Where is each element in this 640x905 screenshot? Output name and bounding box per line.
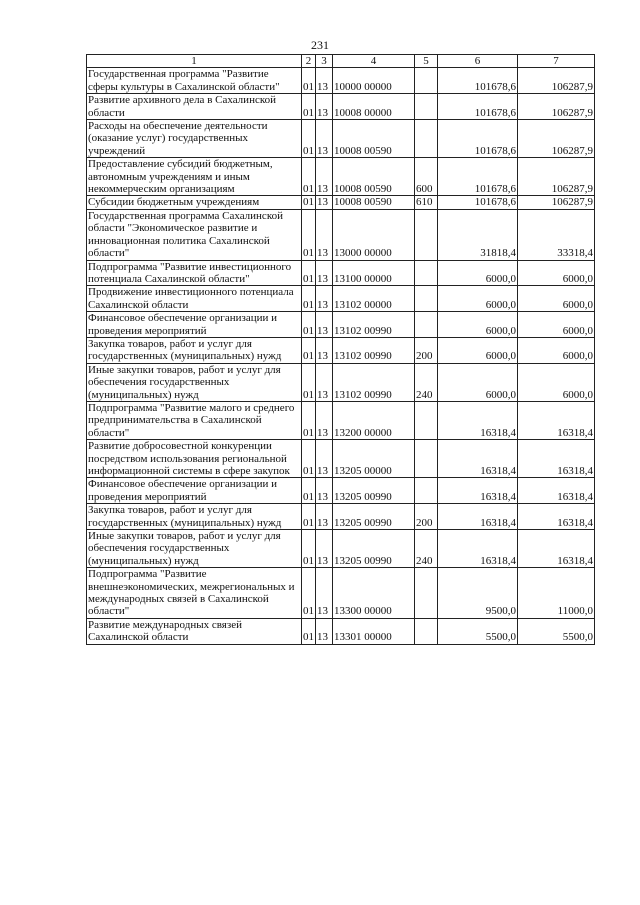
section-code: 01 — [302, 94, 316, 120]
subsection-code: 13 — [316, 618, 333, 644]
subsection-code: 13 — [316, 478, 333, 504]
expense-type-code — [415, 440, 438, 478]
amount-col7: 106287,9 — [518, 120, 595, 158]
subsection-code: 13 — [316, 286, 333, 312]
table-row — [87, 94, 595, 120]
row-name: Подпрограмма "Развитие внешнеэкономических, межрегиональных и международных связей в Сахалинской области" — [87, 568, 302, 619]
amount-col7: 16318,4 — [518, 530, 595, 568]
target-article-code: 13100 00000 — [333, 260, 415, 286]
amount-col6: 101678,6 — [438, 158, 518, 196]
row-name: Закупка товаров, работ и услуг для государственных (муниципальных) нужд — [87, 337, 302, 363]
expense-type-code — [415, 478, 438, 504]
amount-col7: 5500,0 — [518, 618, 595, 644]
expense-type-code — [415, 286, 438, 312]
column-header: 6 — [438, 55, 518, 68]
amount-col6: 101678,6 — [438, 196, 518, 209]
table-row — [87, 68, 595, 94]
expense-type-code — [415, 209, 438, 260]
subsection-code: 13 — [316, 568, 333, 619]
section-code: 01 — [302, 363, 316, 401]
row-name: Расходы на обеспечение деятельности (оказание услуг) государственных учреждений — [87, 120, 302, 158]
table-row — [87, 209, 595, 260]
table-row — [87, 504, 595, 530]
target-article-code: 10008 00590 — [333, 120, 415, 158]
subsection-code: 13 — [316, 363, 333, 401]
row-name: Предоставление субсидий бюджетным, автономным учреждениям и иным некоммерческим организациям — [87, 158, 302, 196]
row-name: Государственная программа Сахалинской области "Экономическое развитие и инновационная политика Сахалинской области" — [87, 209, 302, 260]
row-name: Развитие архивного дела в Сахалинской области — [87, 94, 302, 120]
amount-col7: 6000,0 — [518, 312, 595, 338]
amount-col6: 9500,0 — [438, 568, 518, 619]
subsection-code: 13 — [316, 504, 333, 530]
section-code: 01 — [302, 504, 316, 530]
target-article-code: 13205 00990 — [333, 530, 415, 568]
table-row — [87, 568, 595, 619]
section-code: 01 — [302, 478, 316, 504]
section-code: 01 — [302, 68, 316, 94]
section-code: 01 — [303, 196, 314, 209]
section-code: 01 — [302, 120, 316, 158]
expense-type-code — [415, 618, 438, 644]
expense-type-code: 240 — [415, 363, 438, 401]
section-code: 01 — [302, 337, 316, 363]
row-name: Развитие добросовестной конкуренции посредством использования региональной информационной системы в сфере закупок — [87, 440, 302, 478]
section-code: 01 — [302, 530, 316, 568]
expense-type-code — [415, 120, 438, 158]
row-name: Продвижение инвестиционного потенциала Сахалинской области — [87, 286, 302, 312]
target-article-code: 10008 00590 — [333, 158, 415, 196]
section-code: 01 — [302, 260, 316, 286]
amount-col6: 6000,0 — [438, 286, 518, 312]
target-article-code: 10008 00000 — [333, 94, 415, 120]
row-name: Подпрограмма "Развитие инвестиционного потенциала Сахалинской области" — [87, 260, 302, 286]
amount-col7: 6000,0 — [518, 363, 595, 401]
subsection-code: 13 — [316, 312, 333, 338]
expense-type-code: 240 — [415, 530, 438, 568]
amount-col7: 6000,0 — [518, 286, 595, 312]
section-code: 01 — [302, 401, 316, 439]
table-row — [87, 440, 595, 478]
table-row — [87, 618, 595, 644]
table-row — [87, 158, 595, 196]
table-row — [87, 120, 595, 158]
target-article-code: 13301 00000 — [333, 618, 415, 644]
target-article-code: 13000 00000 — [333, 209, 415, 260]
table-row — [87, 260, 595, 286]
subsection-code: 13 — [316, 94, 333, 120]
target-article-code: 13200 00000 — [333, 401, 415, 439]
amount-col6: 6000,0 — [438, 260, 518, 286]
amount-col6: 16318,4 — [438, 401, 518, 439]
target-article-code: 13102 00990 — [333, 363, 415, 401]
amount-col7: 16318,4 — [518, 504, 595, 530]
row-name: Финансовое обеспечение организации и проведения мероприятий — [87, 312, 302, 338]
amount-col6: 101678,6 — [438, 94, 518, 120]
subsection-code: 13 — [316, 530, 333, 568]
amount-col6: 101678,6 — [438, 68, 518, 94]
amount-col7: 106287,9 — [518, 94, 595, 120]
target-article-code: 13205 00990 — [333, 478, 415, 504]
subsection-code: 13 — [316, 68, 333, 94]
row-name: Иные закупки товаров, работ и услуг для обеспечения государственных (муниципальных) нужд — [87, 530, 302, 568]
row-name: Иные закупки товаров, работ и услуг для обеспечения государственных (муниципальных) нужд — [87, 363, 302, 401]
amount-col6: 6000,0 — [438, 312, 518, 338]
expense-type-code: 600 — [415, 158, 438, 196]
table-row — [87, 196, 595, 209]
amount-col7: 16318,4 — [518, 440, 595, 478]
subsection-code: 13 — [316, 196, 333, 209]
subsection-code: 13 — [316, 260, 333, 286]
expense-type-code: 200 — [415, 504, 438, 530]
section-code: 01 — [302, 286, 316, 312]
target-article-code: 13300 00000 — [333, 568, 415, 619]
table-row — [87, 363, 595, 401]
header-row — [87, 55, 595, 68]
table-row — [87, 337, 595, 363]
amount-col7: 106287,9 — [518, 158, 595, 196]
table-row — [87, 312, 595, 338]
target-article-code: 13205 00990 — [333, 504, 415, 530]
row-name: Государственная программа "Развитие сферы культуры в Сахалинской области" — [87, 68, 302, 94]
subsection-code: 13 — [316, 440, 333, 478]
amount-col6: 5500,0 — [438, 618, 518, 644]
amount-col6: 16318,4 — [438, 440, 518, 478]
amount-col6: 6000,0 — [438, 337, 518, 363]
amount-col7: 106287,9 — [518, 196, 595, 209]
row-name: Субсидии бюджетным учреждениям — [87, 196, 302, 209]
subsection-code: 13 — [316, 209, 333, 260]
row-name: Подпрограмма "Развитие малого и среднего предпринимательства в Сахалинской области" — [87, 401, 302, 439]
target-article-code: 13102 00990 — [333, 312, 415, 338]
row-name: Развитие международных связей Сахалинской области — [87, 618, 302, 644]
section-code: 01 — [302, 209, 316, 260]
subsection-code: 13 — [316, 158, 333, 196]
table-row — [87, 530, 595, 568]
section-code: 01 — [302, 440, 316, 478]
column-header: 4 — [333, 55, 415, 68]
column-header: 5 — [415, 55, 438, 68]
amount-col6: 16318,4 — [438, 504, 518, 530]
section-code: 01 — [302, 568, 316, 619]
amount-col6: 16318,4 — [438, 530, 518, 568]
expense-type-code — [415, 312, 438, 338]
amount-col7: 106287,9 — [518, 68, 595, 94]
row-name: Закупка товаров, работ и услуг для государственных (муниципальных) нужд — [87, 504, 302, 530]
column-header: 7 — [518, 55, 595, 68]
expense-type-code — [415, 68, 438, 94]
subsection-code: 13 — [316, 401, 333, 439]
column-header: 2 — [302, 55, 316, 68]
amount-col7: 33318,4 — [518, 209, 595, 260]
expense-type-code — [415, 260, 438, 286]
table-row — [87, 478, 595, 504]
amount-col6: 6000,0 — [438, 363, 518, 401]
target-article-code: 13205 00000 — [333, 440, 415, 478]
page-number: 231 — [311, 38, 329, 52]
expense-type-code: 200 — [415, 337, 438, 363]
amount-col7: 11000,0 — [518, 568, 595, 619]
subsection-code: 13 — [316, 120, 333, 158]
amount-col7: 6000,0 — [518, 337, 595, 363]
subsection-code: 13 — [316, 337, 333, 363]
expense-type-code — [415, 568, 438, 619]
target-article-code: 13102 00000 — [333, 286, 415, 312]
table-row — [87, 286, 595, 312]
amount-col6: 31818,4 — [438, 209, 518, 260]
row-name: Финансовое обеспечение организации и проведения мероприятий — [87, 478, 302, 504]
target-article-code: 10000 00000 — [333, 68, 415, 94]
amount-col7: 16318,4 — [518, 401, 595, 439]
amount-col6: 101678,6 — [438, 120, 518, 158]
expense-type-code: 610 — [415, 196, 438, 209]
column-header: 3 — [316, 55, 333, 68]
expense-type-code — [415, 401, 438, 439]
amount-col7: 6000,0 — [518, 260, 595, 286]
section-code: 01 — [302, 618, 316, 644]
target-article-code: 13102 00990 — [333, 337, 415, 363]
section-code: 01 — [302, 158, 316, 196]
column-header: 1 — [87, 55, 302, 68]
amount-col7: 16318,4 — [518, 478, 595, 504]
target-article-code: 10008 00590 — [333, 196, 415, 209]
section-code: 01 — [302, 312, 316, 338]
amount-col6: 16318,4 — [438, 478, 518, 504]
budget-table — [86, 54, 595, 645]
expense-type-code — [415, 94, 438, 120]
table-row — [87, 401, 595, 439]
